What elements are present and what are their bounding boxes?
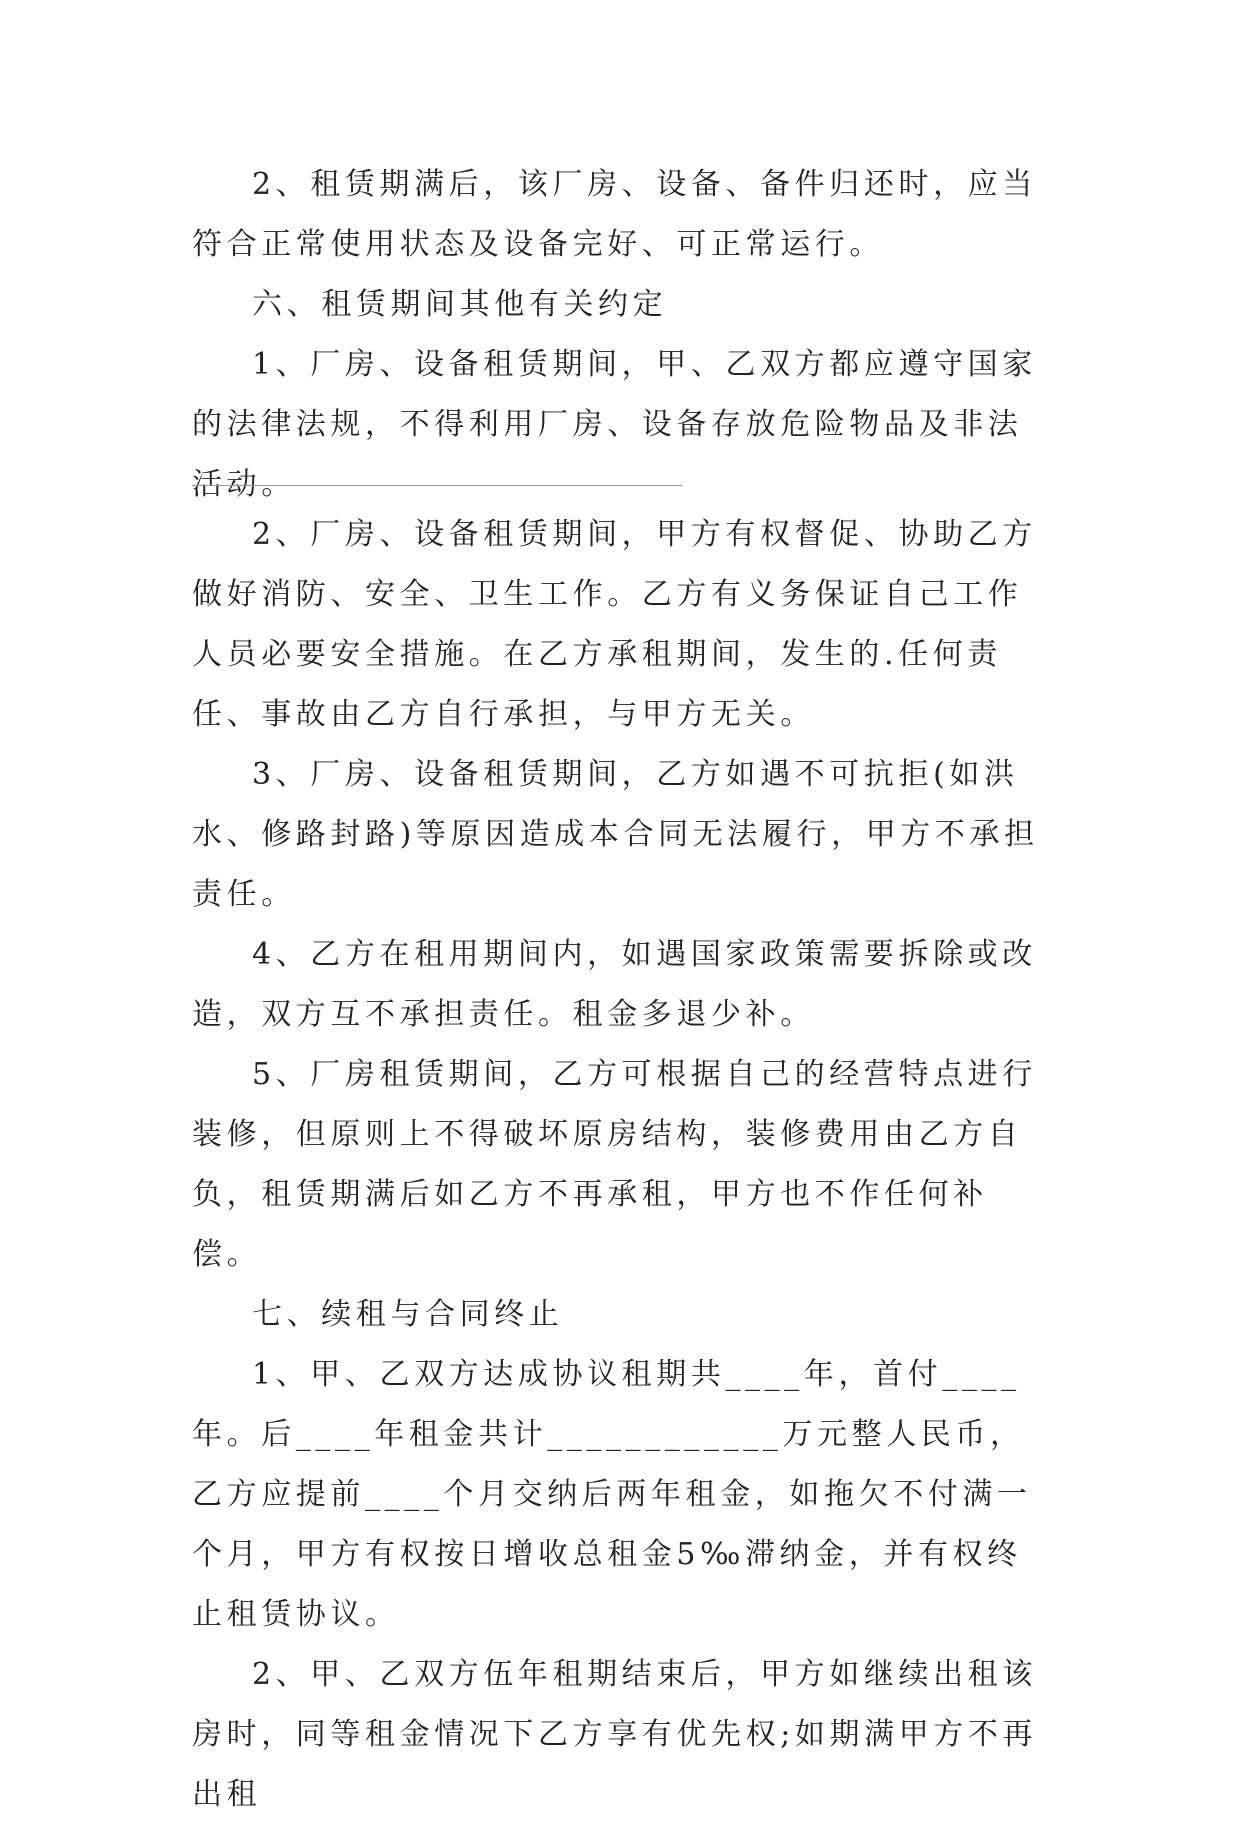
clause-6-3-force-majeure: 3、厂房、设备租赁期间，乙方如遇不可抗拒(如洪水、修路封路)等原因造成本合同无法履行，甲方不承担责任。: [192, 757, 1039, 912]
clause-7-1-lease-term: 1、甲、乙双方达成协议租期共____年，首付____年。后____年租金共计____________万元整人民币，乙方应提前____个月交纳后两年租金，如拖欠不付满一个月，甲方有权按日增收总租金5‰滞纳金，并有权终止租赁协议。: [192, 1357, 1032, 1632]
clause-6-4-policy-demolition: 4、乙方在租用期间内，如遇国家政策需要拆除或改造，双方互不承担责任。租金多退少补。: [192, 937, 1037, 1032]
contract-text-lower: [192, 505, 1052, 1825]
contract-text-upper: [192, 155, 1052, 515]
section-6-heading: 六、租赁期间其他有关约定: [252, 287, 668, 322]
clause-6-2-safety: 2、厂房、设备租赁期间，甲方有权督促、协助乙方做好消防、安全、卫生工作。乙方有义务保证自己工作人员必要安全措施。在乙方承租期间，发生的.任何责任、事故由乙方自行承担，与甲方无关。: [192, 517, 1037, 732]
clause-6-5-renovation: 5、厂房租赁期间，乙方可根据自己的经营特点进行装修，但原则上不得破坏原房结构，装修费用由乙方自负，租赁期满后如乙方不再承租，甲方也不作任何补偿。: [192, 1057, 1037, 1272]
clause-5-2-return-condition: 2、租赁期满后，该厂房、设备、备件归还时，应当符合正常使用状态及设备完好、可正常运行。: [192, 167, 1037, 262]
section-divider: [192, 485, 682, 486]
clause-6-1-compliance: 1、厂房、设备租赁期间，甲、乙双方都应遵守国家的法律法规，不得利用厂房、设备存放危险物品及非法活动。: [192, 347, 1037, 502]
clause-7-2-renewal-priority: 2、甲、乙双方伍年租期结束后，甲方如继续出租该房时，同等租金情况下乙方享有优先权;如期满甲方不再出租: [192, 1657, 1038, 1812]
section-7-heading: 七、续租与合同终止: [252, 1297, 564, 1332]
